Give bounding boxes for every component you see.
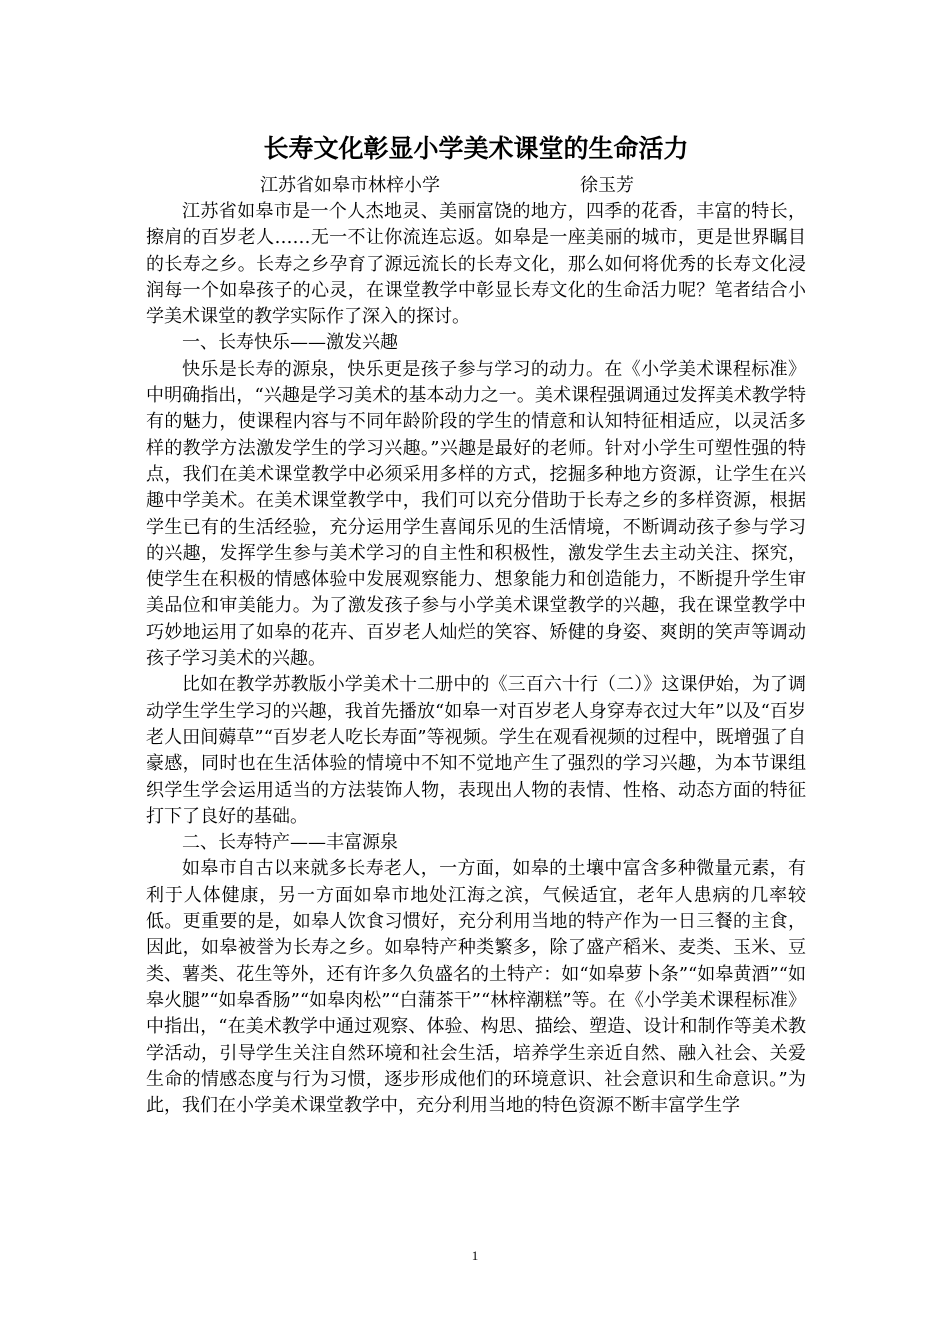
author-school: 江苏省如皋市林梓小学 xyxy=(260,175,440,196)
section-heading-1: 一、长寿快乐——激发兴趣 xyxy=(182,332,398,354)
paragraph-intro: 江苏省如皋市是一个人杰地灵、美丽富饶的地方，四季的花香，丰富的特长，擦肩的百岁老人……无一不让你流连忘返。如皋是一座美丽的城市，更是世界瞩目的长寿之乡。长寿之乡孕育了源远流长的长寿文化，那么如何将优秀的长寿文化浸润每一个如皋孩子的心灵，在课堂教学中彰显长寿文化的生命活力呢？笔者结合小学美术课堂的教学实际作了深入的探讨。 xyxy=(146,201,806,328)
document-body xyxy=(146,133,806,1119)
paragraph-section1-body: 快乐是长寿的源泉，快乐更是孩子参与学习的动力。在《小学美术课程标准》中明确指出，“兴趣是学习美术的基本动力之一。美术课程强调通过发挥美术教学特有的魅力，使课程内容与不同年龄阶段的学生的情意和认知特征相适应，以灵活多样的教学方法激发学生的学习兴趣。”兴趣是最好的老师。针对小学生可塑性强的特点，我们在美术课堂教学中必须采用多样的方式，挖掘多种地方资源，让学生在兴趣中学美术。在美术课堂教学中，我们可以充分借助于长寿之乡的多样资源，根据学生已有的生活经验，充分运用学生喜闻乐见的生活情境，不断调动孩子参与学习的兴趣，发挥学生参与美术学习的自主性和积极性，激发学生去主动关注、探究，使学生在积极的情感体验中发展观察能力、想象能力和创造能力，不断提升学生审美品位和审美能力。为了激发孩子参与小学美术课堂教学的兴趣，我在课堂教学中巧妙地运用了如皋的花卉、百岁老人灿烂的笑容、矫健的身姿、爽朗的笑声等调动孩子学习美术的兴趣。 xyxy=(146,358,806,670)
page-number: 1 xyxy=(471,1248,479,1263)
paragraph-section2-body: 如皋市自古以来就多长寿老人，一方面，如皋的土壤中富含多种微量元素，有利于人体健康，另一方面如皋市地处江海之滨，气候适宜，老年人患病的几率较低。更重要的是，如皋人饮食习惯好，充分利用当地的特产作为一日三餐的主食，因此，如皋被誉为长寿之乡。如皋特产种类繁多，除了盛产稻米、麦类、玉米、豆类、薯类、花生等外，还有许多久负盛名的土特产：如“如皋萝卜条”“如皋黄酒”“如皋火腿”“如皋香肠”“如皋肉松”“白蒲茶干”“林梓潮糕”等。在《小学美术课程标准》中指出，“在美术教学中通过观察、体验、构思、描绘、塑造、设计和制作等美术教学活动，引导学生关注自然环境和社会生活，培养学生亲近自然、融入社会、关爱生命的情感态度与行为习惯，逐步形成他们的环境意识、社会意识和生命意识。”为此，我们在小学美术课堂教学中，充分利用当地的特色资源不断丰富学生学 xyxy=(146,858,806,1117)
paragraph-section1-example: 比如在教学苏教版小学美术十二册中的《三百六十行（二）》这课伊始，为了调动学生学生学习的兴趣，我首先播放“如皋一对百岁老人身穿寿衣过大年”以及“百岁老人田间薅草”“百岁老人吃长寿面”等视频。学生在观看视频的过程中，既增强了自豪感，同时也在生活体验的情境中不知不觉地产生了强烈的学习兴趣，为本节课组织学生学会运用适当的方法装饰人物，表现出人物的表情、性格、动态方面的特征打下了良好的基础。 xyxy=(146,674,806,827)
author-name: 徐玉芳 xyxy=(580,175,634,196)
section-heading-2: 二、长寿特产——丰富源泉 xyxy=(182,832,398,854)
document-title: 长寿文化彰显小学美术课堂的生命活力 xyxy=(263,134,689,163)
byline xyxy=(146,173,806,199)
